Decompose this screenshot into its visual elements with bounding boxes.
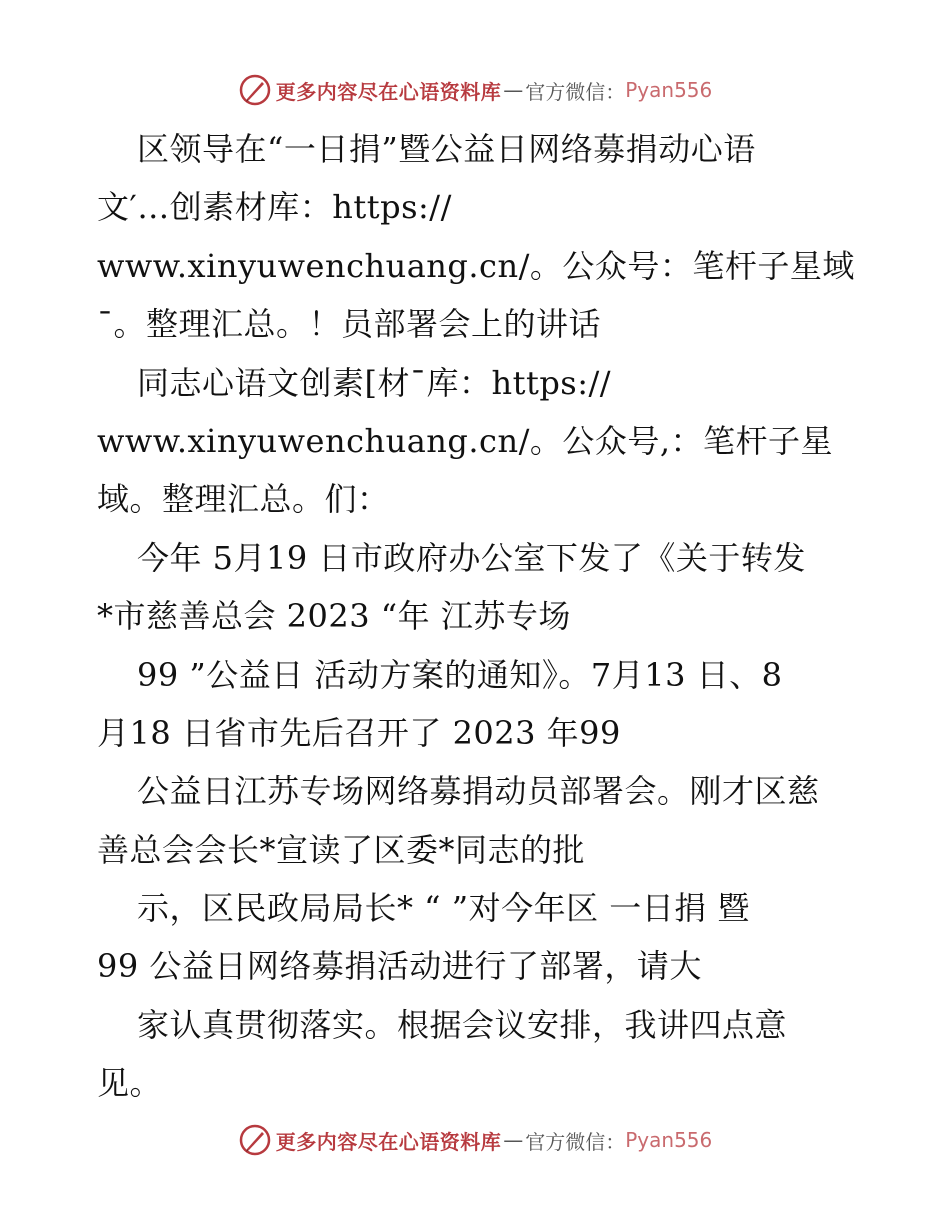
banner-dash: — (503, 1128, 524, 1152)
footer-banner (0, 1120, 950, 1160)
banner-contact-handle: Pyan556 (625, 1128, 713, 1152)
body-line: 99 ”公益日 活动方案的通知》。7月13 日、8 (137, 655, 783, 694)
body-line: 月18 日省市先后召开了 2023 年99 (97, 713, 621, 752)
body-line: 今年 5月19 日市政府办公室下发了《关于转发 (137, 538, 806, 577)
body-line: *市慈善总会 2023 “年 江苏专场 (97, 597, 571, 636)
body-line: 同志心语文创素[材¯库：https:// (137, 363, 612, 402)
body-line: 示，区民政局局长* “ ”对今年区 一日捐 暨 (137, 889, 750, 928)
body-line: 善总会会长*宣读了区委*同志的批 (97, 830, 586, 869)
banner-contact-label: 官方微信： (525, 1129, 626, 1154)
body-line: 家认真贯彻落实。根据会议安排，我讲四点意 (137, 1005, 788, 1044)
body-line: 区领导在“一日捐”暨公益日网络募捐动心语 (137, 130, 756, 168)
banner-contact-handle: Pyan556 (625, 78, 713, 102)
banner-brand: 更多内容尽在心语资料库 (275, 79, 502, 104)
body-line: ¯。整理汇总。！员部署会上的讲话 (97, 305, 602, 344)
header-banner (0, 70, 950, 110)
banner-dash: — (503, 78, 524, 102)
body-line: 见。 (97, 1064, 163, 1103)
quill-pen-circle-icon (238, 1123, 272, 1157)
banner-brand: 更多内容尽在心语资料库 (275, 1129, 502, 1154)
body-line: www.xinyuwenchuang.cn/。公众号,：笔杆子星 (97, 421, 834, 460)
document-body (97, 120, 867, 1113)
body-line: 文′…创素材库：https:// (97, 188, 452, 227)
body-line: 域。整理汇总。们： (97, 480, 390, 519)
body-line: www.xinyuwenchuang.cn/。公众号：笔杆子星域 (97, 246, 855, 285)
banner-contact-label: 官方微信： (525, 79, 626, 104)
body-line: 99 公益日网络募捐活动进行了部署，请大 (97, 947, 702, 986)
body-line: 公益日江苏专场网络募捐动员部署会。刚才区慈 (137, 772, 820, 811)
quill-pen-circle-icon (238, 73, 272, 107)
